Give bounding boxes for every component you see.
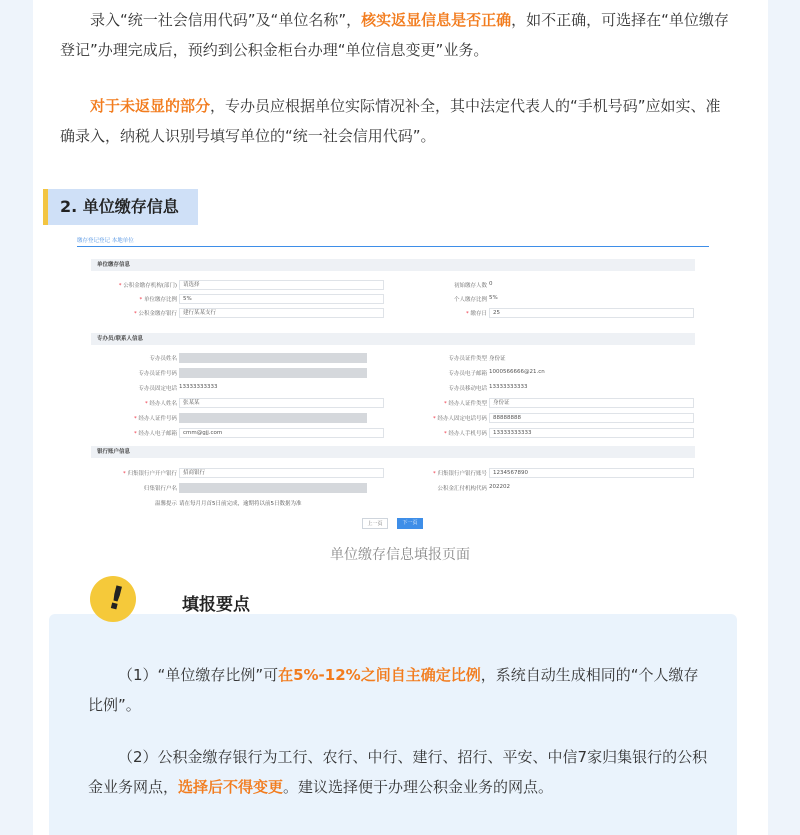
field-label: * 公积金缴存机构(部门) [118,283,177,289]
tips-title: 填报要点 [182,595,250,615]
form-input[interactable]: 建行某某支行 [179,308,384,318]
field-value: 身份证 [489,356,506,362]
form-input[interactable]: 13333333333 [489,428,694,438]
form-screenshot [77,232,709,530]
form-input[interactable]: cmm@gjj.com [179,428,384,438]
field-label: 公积金汇付机构代码 [437,486,487,492]
field-value: 5% [489,295,498,301]
field-label: * 公积金缴存银行 [133,311,177,317]
masked-field [179,413,367,423]
prev-button[interactable]: 上一页 [362,518,388,529]
field-label: * 经办人电子邮箱 [133,431,177,437]
field-label: 初始缴存人数 [453,283,487,289]
tip-2 [88,742,708,802]
field-label: * 经办人固定电话号码 [432,416,487,422]
breadcrumb: 缴存登记登记 本地单位 [77,238,134,244]
field-label: 专办员移动电话 [448,386,487,392]
form-input[interactable]: 5% [179,294,384,304]
field-value: 1000566666@21.cn [489,369,545,375]
field-label: * 单位缴存比例 [139,297,177,303]
field-label: * 缴存日 [465,311,487,317]
field-value: 0 [489,281,493,287]
hint-text: 请在每月月首5日前完成，逾期将以前5日数据为准 [179,501,302,507]
field-label: 专办员证件号码 [138,371,177,377]
intro-paragraph-1 [60,5,732,65]
group-header: 单位缴存信息 [91,259,695,271]
field-label: * 经办人姓名 [144,401,177,407]
highlight-text: 对于未返显的部分 [90,97,211,115]
field-value: 13333333333 [179,384,218,390]
field-label: 温馨提示 [154,501,177,507]
figure-caption: 单位缴存信息填报页面 [330,547,470,563]
tip-1 [88,660,708,720]
form-input[interactable]: 招商银行 [179,468,384,478]
text: 。建议选择便于办理公积金业务的网点。 [283,778,554,796]
next-button[interactable]: 下一页 [397,518,423,529]
divider [77,246,709,247]
field-label: 专办员固定电话 [138,386,177,392]
field-value: 202202 [489,484,510,490]
masked-field [179,353,367,363]
field-label: 专办员证件类型 [448,356,487,362]
form-input[interactable]: 张某某 [179,398,384,408]
masked-field [179,483,367,493]
field-label: 专办员电子邮箱 [448,371,487,377]
field-label: 个人缴存比例 [453,297,487,303]
highlight-text: 在5%-12%之间自主确定比例 [278,666,481,684]
masked-field [179,368,367,378]
text: 录入“统一社会信用代码”及“单位名称”， [90,11,362,29]
text: （1）“单位缴存比例”可 [118,666,279,684]
field-label: * 经办人证件类型 [443,401,487,407]
field-label: * 经办人证件号码 [133,416,177,422]
form-input[interactable]: 25 [489,308,694,318]
form-input[interactable]: 88888888 [489,413,694,423]
exclamation-icon: ! [90,576,136,622]
section-heading: 2. 单位缴存信息 [43,189,198,225]
text: ，如不正确，可选择在“单位缴存登记”办理完成后，预约到公积金柜台办理“单位信息变更”业务。 [60,11,729,59]
highlight-text: 选择后不得变更 [178,778,284,796]
intro-paragraph-2 [60,91,732,151]
form-input[interactable]: 请选择 [179,280,384,290]
text: ，系统自动生成相同的“个人缴存比例”。 [88,666,699,714]
field-label: * 归集银行户银行账号 [432,471,487,477]
form-input[interactable]: 身份证 [489,398,694,408]
field-label: 归集银行户名 [143,486,177,492]
field-value: 13333333333 [489,384,528,390]
group-header: 专办员/联系人信息 [91,333,695,345]
form-input[interactable]: 1234567890 [489,468,694,478]
highlight-text: 核实返显信息是否正确 [361,11,512,29]
text: ，专办员应根据单位实际情况补全，其中法定代表人的“手机号码”应如实、准确录入，纳税人识别号填写单位的“统一社会信用代码”。 [60,97,721,145]
field-label: 专办员姓名 [149,356,177,362]
field-label: * 归集银行户开户银行 [122,471,177,477]
text: （2）公积金缴存银行为工行、农行、中行、建行、招行、平安、中信7家归集银行的公积金业务网点， [88,748,708,796]
field-label: * 经办人手机号码 [443,431,487,437]
group-header: 银行账户信息 [91,446,695,458]
